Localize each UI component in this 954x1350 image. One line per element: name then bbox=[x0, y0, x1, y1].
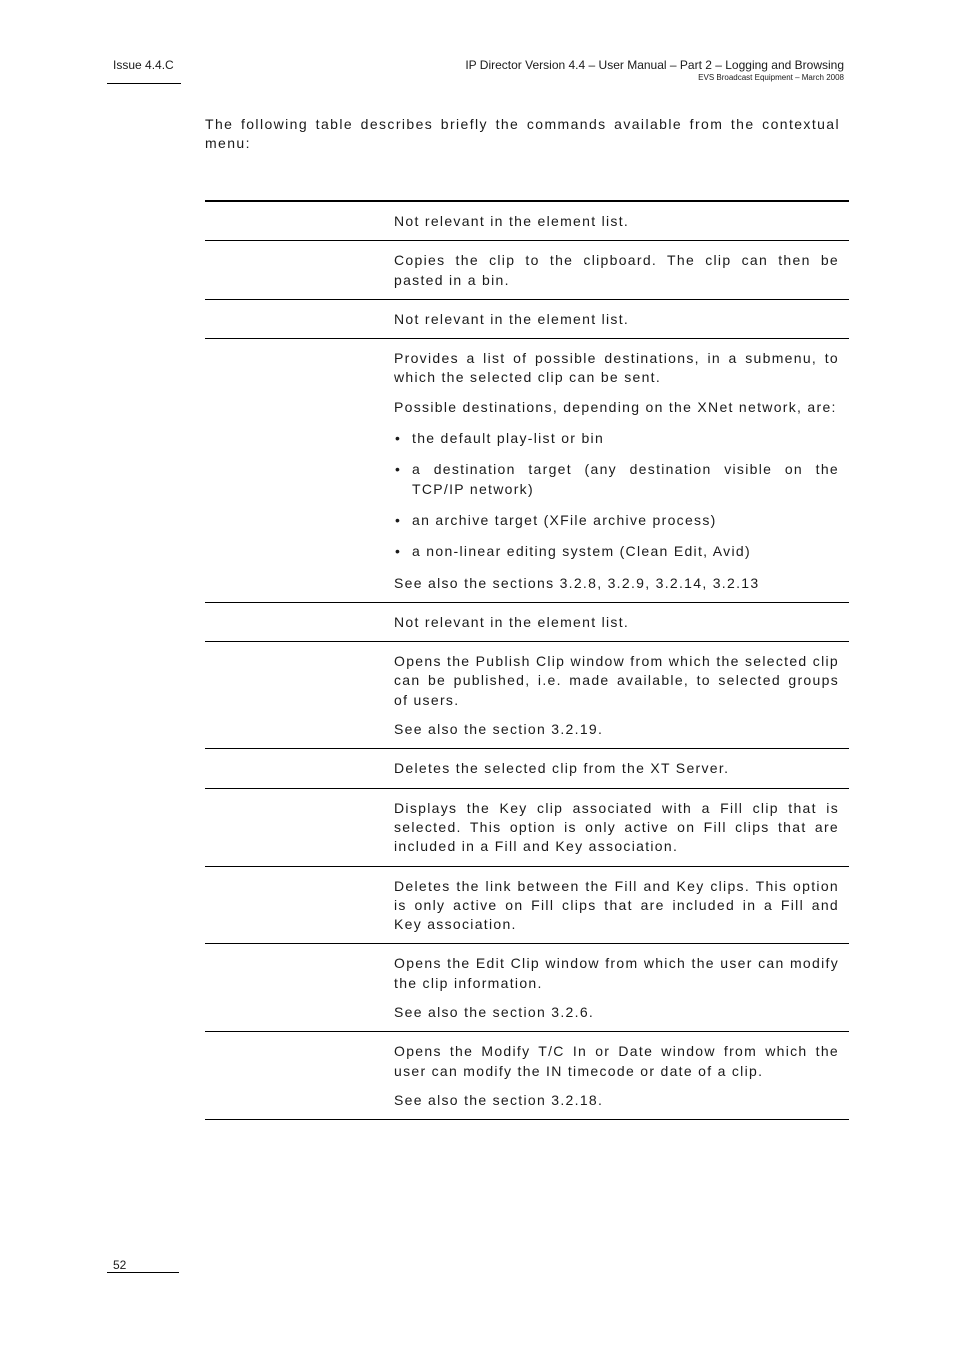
description-paragraph: Not relevant in the element list. bbox=[394, 213, 630, 229]
description-cell bbox=[394, 759, 839, 778]
table-row bbox=[205, 300, 849, 339]
command-cell bbox=[205, 613, 394, 632]
command-cell bbox=[205, 799, 394, 857]
description-cell bbox=[394, 251, 839, 290]
description-cell bbox=[394, 613, 839, 632]
bullet-icon: • bbox=[395, 543, 402, 560]
description-cell bbox=[394, 212, 839, 231]
footer-rule bbox=[107, 1272, 179, 1273]
table-row bbox=[205, 1032, 849, 1120]
description-paragraph: See also the section 3.2.6. bbox=[394, 1004, 595, 1021]
destination-list bbox=[394, 429, 839, 561]
description-paragraph: Not relevant in the element list. bbox=[394, 613, 630, 630]
list-item-text: an archive target (XFile archive process) bbox=[412, 511, 717, 528]
description-paragraph: See also the sections 3.2.8, 3.2.9, 3.2.14, 3.2.13 bbox=[394, 574, 760, 591]
table-row bbox=[205, 603, 849, 642]
list-item bbox=[394, 542, 839, 561]
description-cell bbox=[394, 877, 839, 935]
command-cell bbox=[205, 1042, 394, 1110]
table-row bbox=[205, 789, 849, 867]
table-row bbox=[205, 202, 849, 241]
command-cell bbox=[205, 877, 394, 935]
description-paragraph: Deletes the selected clip from the XT Server. bbox=[394, 760, 730, 777]
description-paragraph: See also the section 3.2.19. bbox=[394, 721, 604, 738]
description-paragraph: Deletes the link between the Fill and Key clips. This option is only active on Fill clips that are included in a Fill and Key association. bbox=[394, 877, 839, 933]
description-paragraph: Not relevant in the element list. bbox=[394, 310, 630, 327]
description-paragraph: Opens the Modify T/C In or Date window from which the user can modify the IN timecode or date of a clip. bbox=[394, 1043, 839, 1079]
header-right bbox=[465, 58, 844, 83]
description-cell bbox=[394, 652, 839, 739]
commands-table bbox=[205, 200, 849, 1120]
description-cell bbox=[394, 349, 839, 593]
table-row bbox=[205, 339, 849, 603]
command-cell bbox=[205, 954, 394, 1022]
table-row bbox=[205, 749, 849, 788]
command-cell bbox=[205, 759, 394, 778]
description-paragraph: Provides a list of possible destinations, in a submenu, to which the selected clip can be sent. bbox=[394, 350, 839, 386]
command-cell bbox=[205, 251, 394, 290]
description-paragraph: Opens the Edit Clip window from which the user can modify the clip information. bbox=[394, 955, 839, 991]
description-cell bbox=[394, 310, 839, 329]
list-item-text: a destination target (any destination visible on the TCP/IP network) bbox=[412, 461, 839, 497]
bullet-icon: • bbox=[395, 511, 402, 528]
manual-subtitle: EVS Broadcast Equipment – March 2008 bbox=[698, 73, 844, 82]
manual-title: IP Director Version 4.4 – User Manual – Part 2 – Logging and Browsing bbox=[465, 58, 844, 72]
description-paragraph: Opens the Publish Clip window from which the selected clip can be published, i.e. made available, to selected groups of users. bbox=[394, 653, 839, 708]
description-paragraph: Displays the Key clip associated with a Fill clip that is selected. This option is only active on Fill clips that are included in a Fill and Key association. bbox=[394, 799, 839, 855]
bullet-icon: • bbox=[395, 430, 402, 447]
description-cell bbox=[394, 1042, 839, 1110]
table-row bbox=[205, 867, 849, 945]
table-row bbox=[205, 241, 849, 300]
list-item-text: the default play-list or bin bbox=[412, 430, 605, 447]
description-paragraph: See also the section 3.2.18. bbox=[394, 1091, 604, 1108]
description-cell bbox=[394, 954, 839, 1022]
list-item-text: a non-linear editing system (Clean Edit, Avid) bbox=[412, 543, 751, 560]
description-cell bbox=[394, 799, 839, 857]
intro-paragraph: The following table describes briefly the commands available from the contextual menu: bbox=[205, 116, 840, 151]
list-item bbox=[394, 460, 839, 499]
command-cell bbox=[205, 652, 394, 739]
list-item bbox=[394, 429, 839, 448]
command-cell bbox=[205, 212, 394, 231]
description-paragraph: Possible destinations, depending on the XNet network, are: bbox=[394, 398, 837, 415]
table-row bbox=[205, 944, 849, 1032]
list-item bbox=[394, 511, 839, 530]
command-cell bbox=[205, 310, 394, 329]
table-row bbox=[205, 642, 849, 749]
header-left-rule bbox=[107, 83, 181, 84]
issue-label: Issue 4.4.C bbox=[113, 58, 174, 72]
command-cell bbox=[205, 349, 394, 593]
description-paragraph: Copies the clip to the clipboard. The clip can then be pasted in a bin. bbox=[394, 252, 839, 288]
bullet-icon: • bbox=[395, 461, 402, 478]
page-number: 52 bbox=[113, 1258, 127, 1272]
